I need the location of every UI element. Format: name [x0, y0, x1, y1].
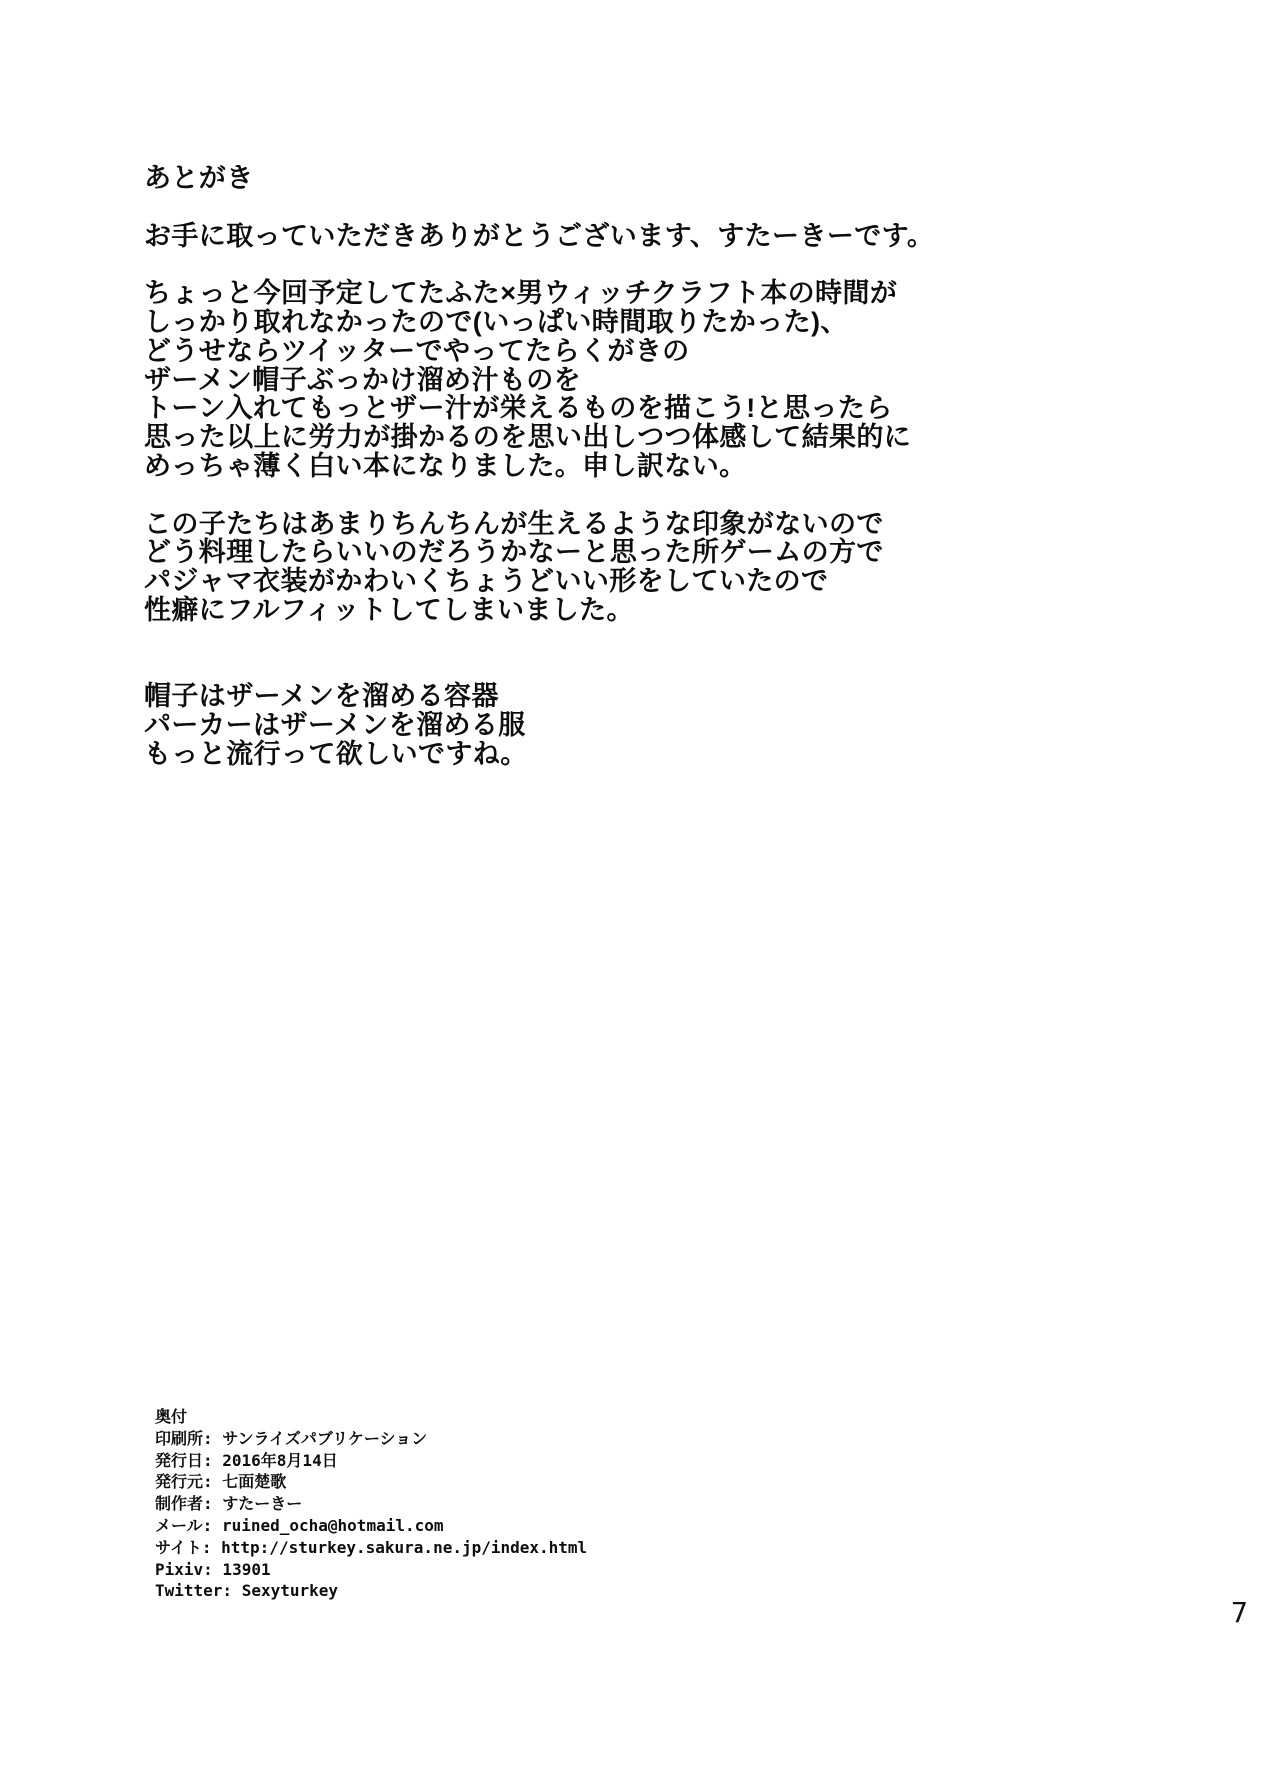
afterword-line: 思った以上に労力が掛かるのを思い出しつつ体感して結果的に [144, 422, 912, 453]
blank-line [144, 193, 934, 222]
blank-line [144, 250, 934, 279]
afterword-line: ザーメン帽子ぶっかけ溜め汁ものを [144, 364, 582, 395]
colophon-line-email: メール: ruined_ocha@hotmail.com [155, 1515, 444, 1535]
afterword-line: パジャマ衣装がかわいくちょうどいい形をしていたので [144, 566, 829, 597]
afterword-line: どうせならツイッターでやってたらくがきの [144, 335, 690, 366]
colophon-line-pixiv: Pixiv: 13901 [155, 1559, 271, 1579]
afterword-line: どう料理したらいいのだろうかなーと思った所ゲームの方で [144, 537, 884, 568]
afterword-line: もっと流行って欲しいですね。 [144, 738, 528, 769]
afterword-line: この子たちはあまりちんちんが生えるような印象がないので [144, 508, 884, 539]
page-number: 7 [1231, 1596, 1248, 1629]
colophon-line-website: サイト: http://sturkey.sakura.ne.jp/index.html [155, 1537, 588, 1557]
afterword-section [144, 164, 934, 769]
colophon-line-twitter: Twitter: Sexyturkey [155, 1581, 339, 1601]
colophon-title: 奥付 [155, 1407, 188, 1426]
afterword-line: 帽子はザーメンを溜める容器 [144, 681, 499, 712]
afterword-line: めっちゃ薄く白い本になりました。申し訳ない。 [144, 450, 747, 481]
colophon-line-publish-date: 発行日: 2016年8月14日 [155, 1450, 338, 1470]
afterword-line: しっかり取れなかったので(いっぱい時間取りたかった)、 [144, 306, 848, 337]
colophon-section [155, 1406, 587, 1602]
afterword-line: パーカーはザーメンを溜める服 [144, 710, 526, 741]
afterword-line: トーン入れてもっとザー汁が栄えるものを描こう!と思ったら [144, 393, 893, 424]
colophon-line-author: 制作者: すたーきー [155, 1494, 303, 1514]
blank-line [144, 481, 934, 510]
afterword-line: 性癖にフルフィットしてしまいました。 [144, 594, 634, 625]
blank-line [144, 625, 934, 654]
colophon-line-publisher: 発行元: 七面楚歌 [155, 1472, 287, 1492]
blank-line [144, 654, 934, 683]
colophon-line-printer: 印刷所: サンライズパブリケーション [155, 1428, 428, 1448]
afterword-title: あとがき [144, 163, 254, 193]
afterword-line: ちょっと今回予定してたふた×男ウィッチクラフト本の時間が [144, 278, 898, 309]
afterword-greeting: お手に取っていただきありがとうございます、すたーきーです。 [144, 220, 935, 251]
